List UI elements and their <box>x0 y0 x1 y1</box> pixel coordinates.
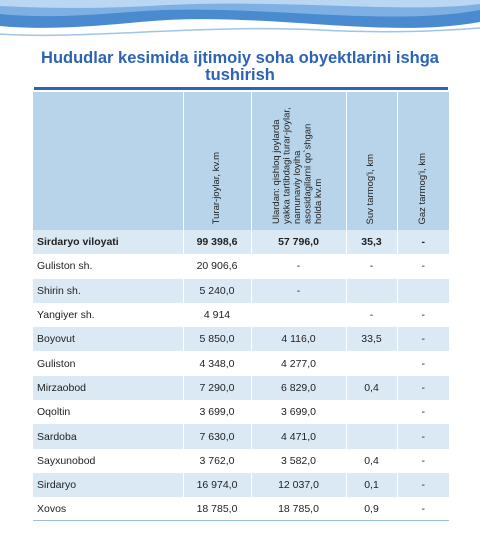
rural-housing-cell: 4 471,0 <box>251 424 346 448</box>
housing-cell: 20 906,6 <box>183 254 251 278</box>
rural-housing-cell: 18 785,0 <box>251 497 346 521</box>
housing-cell: 3 762,0 <box>183 449 251 473</box>
title-underline <box>34 87 448 90</box>
table-row <box>33 279 449 303</box>
housing-cell: 99 398,6 <box>183 230 251 254</box>
rural-housing-cell: - <box>251 279 346 303</box>
housing-cell: 7 290,0 <box>183 376 251 400</box>
region-name-cell: Mirzaobod <box>33 376 183 400</box>
water-cell <box>346 400 397 424</box>
region-name-cell: Shirin sh. <box>33 279 183 303</box>
gas-cell: - <box>397 351 449 375</box>
water-cell: - <box>346 303 397 327</box>
region-name-cell: Yangiyer sh. <box>33 303 183 327</box>
table-row <box>33 327 449 351</box>
housing-cell: 7 630,0 <box>183 424 251 448</box>
region-name-cell: Sardoba <box>33 424 183 448</box>
table-row <box>33 497 449 521</box>
gas-cell: - <box>397 327 449 351</box>
header-housing: Turar-joylar, kv.m <box>183 92 251 230</box>
gas-cell <box>397 279 449 303</box>
gas-cell: - <box>397 449 449 473</box>
rural-housing-cell: 3 699,0 <box>251 400 346 424</box>
water-cell: - <box>346 254 397 278</box>
region-name-cell: Oqoltin <box>33 400 183 424</box>
water-cell: 0,4 <box>346 449 397 473</box>
header-region <box>33 92 183 230</box>
header-gas: Gaz tarmog'i, km <box>397 92 449 230</box>
rural-housing-cell: 12 037,0 <box>251 473 346 497</box>
housing-cell: 4 348,0 <box>183 351 251 375</box>
rural-housing-cell: 57 796,0 <box>251 230 346 254</box>
water-cell: 0,4 <box>346 376 397 400</box>
rural-housing-cell: 3 582,0 <box>251 449 346 473</box>
housing-cell: 5 240,0 <box>183 279 251 303</box>
table-header-row <box>33 92 449 230</box>
rural-housing-cell: - <box>251 254 346 278</box>
gas-cell: - <box>397 497 449 521</box>
region-name-cell: Sirdaryo <box>33 473 183 497</box>
housing-cell: 3 699,0 <box>183 400 251 424</box>
table-row <box>33 449 449 473</box>
housing-cell: 5 850,0 <box>183 327 251 351</box>
housing-cell: 18 785,0 <box>183 497 251 521</box>
water-cell <box>346 351 397 375</box>
table-row <box>33 351 449 375</box>
housing-cell: 16 974,0 <box>183 473 251 497</box>
gas-cell: - <box>397 303 449 327</box>
gas-cell: - <box>397 230 449 254</box>
rural-housing-cell <box>251 303 346 327</box>
table-bottom-border <box>33 520 449 521</box>
table-row <box>33 424 449 448</box>
region-name-cell: Xovos <box>33 497 183 521</box>
region-name-cell: Sirdaryo viloyati <box>33 230 183 254</box>
rural-housing-cell: 6 829,0 <box>251 376 346 400</box>
rural-housing-cell: 4 277,0 <box>251 351 346 375</box>
gas-cell: - <box>397 473 449 497</box>
gas-cell: - <box>397 400 449 424</box>
housing-cell: 4 914 <box>183 303 251 327</box>
water-cell: 35,3 <box>346 230 397 254</box>
region-name-cell: Guliston <box>33 351 183 375</box>
table-row <box>33 473 449 497</box>
table-row <box>33 303 449 327</box>
region-name-cell: Boyovut <box>33 327 183 351</box>
water-cell <box>346 279 397 303</box>
water-cell: 33,5 <box>346 327 397 351</box>
gas-cell: - <box>397 424 449 448</box>
water-cell <box>346 424 397 448</box>
table-row <box>33 230 449 254</box>
region-table <box>33 92 449 522</box>
table-row <box>33 400 449 424</box>
water-cell: 0,1 <box>346 473 397 497</box>
page-title: Hududlar kesimida ijtimoiy soha obyektlarini ishga tushirish <box>41 49 439 84</box>
table-row <box>33 254 449 278</box>
region-name-cell: Guliston sh. <box>33 254 183 278</box>
region-name-cell: Sayxunobod <box>33 449 183 473</box>
gas-cell: - <box>397 254 449 278</box>
water-cell: 0,9 <box>346 497 397 521</box>
header-water: Suv tarmog'i, km <box>346 92 397 230</box>
gas-cell: - <box>397 376 449 400</box>
table-row <box>33 376 449 400</box>
header-rural-housing: Ulardan: qishloq joylarda yakka tartibdagi turar-joylar, namunaviy loyiha asosidagilarni qo`shgan holda kv.m <box>251 92 346 230</box>
rural-housing-cell: 4 116,0 <box>251 327 346 351</box>
